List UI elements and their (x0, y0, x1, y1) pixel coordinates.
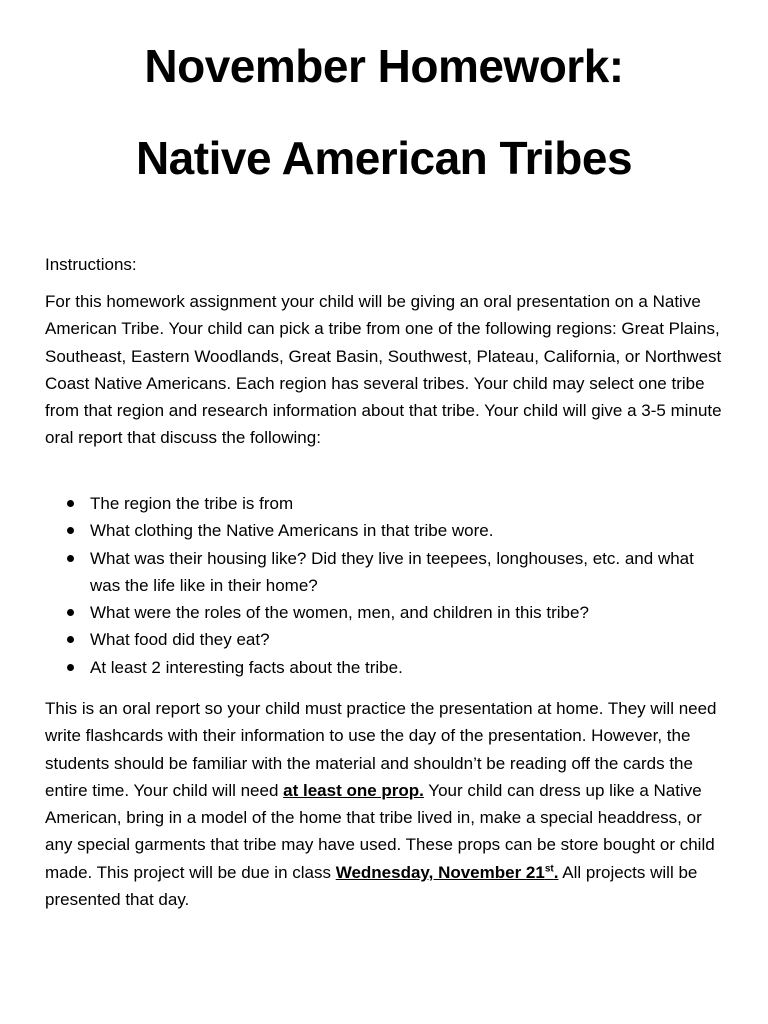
instructions-paragraph: For this homework assignment your child will be giving an oral presentation on a Native American Tribe. Your child can pick a tribe from one of the following regions: Great Plains, Southeast, Eastern Woodlands, Great Basin, Southwest, Plateau, California, or Northwest Coast Native Americans. Each region has several tribes. Your child may select one tribe from that region and research information about that tribe. Your child will give a 3-5 minute oral report that discuss the following: (45, 292, 722, 448)
page-title-line-1: November Homework: (144, 40, 624, 92)
bullet-icon (67, 636, 74, 643)
due-date-suffix: st (544, 863, 554, 875)
due-date-period: . (553, 862, 559, 882)
list-item (45, 517, 725, 544)
bullet-icon (67, 664, 74, 671)
list-item (45, 599, 725, 626)
list-item (45, 626, 725, 653)
prop-requirement: at least one prop. (283, 780, 424, 800)
bullet-icon (67, 527, 74, 534)
presentation-text-1: This is an oral report so your child must practice the presentation at home. They will need write flashcards with their information to use the day of the presentation. However, the students should be familiar with the material and shouldn’t be reading off the cards the entire time. Your child will need (45, 699, 717, 800)
presentation-text-3: All projects will be presented that day. (45, 862, 698, 910)
list-item-text: The region the tribe is from (90, 494, 294, 513)
bullet-icon (67, 609, 74, 616)
list-item (45, 654, 725, 681)
list-item-text: What was their housing like? Did they live in teepees, longhouses, etc. and what was the life like in their home? (90, 548, 694, 595)
presentation-text-2: Your child can dress up like a Native American, bring in a model of the home that tribe lived in, make a special headdress, or any special garments that tribe may have used. These props can be store bought or child made. This project will be due in class (45, 780, 715, 882)
list-item-text: What food did they eat? (90, 630, 270, 650)
topics-list (45, 490, 725, 681)
bullet-icon (67, 500, 74, 507)
list-item (45, 545, 725, 600)
page-title-line-2: Native American Tribes (135, 132, 633, 184)
presentation-paragraph (45, 695, 725, 913)
due-date-text: Wednesday, November 21 (335, 862, 545, 882)
list-item-text: What clothing the Native Americans in that tribe wore. (90, 521, 494, 541)
list-item-text: What were the roles of the women, men, and children in this tribe? (90, 603, 589, 623)
due-date (336, 863, 559, 882)
list-item-text: At least 2 interesting facts about the tribe. (90, 657, 403, 677)
bullet-icon (67, 555, 74, 562)
list-item (45, 490, 725, 517)
instructions-label: Instructions: (45, 255, 137, 274)
